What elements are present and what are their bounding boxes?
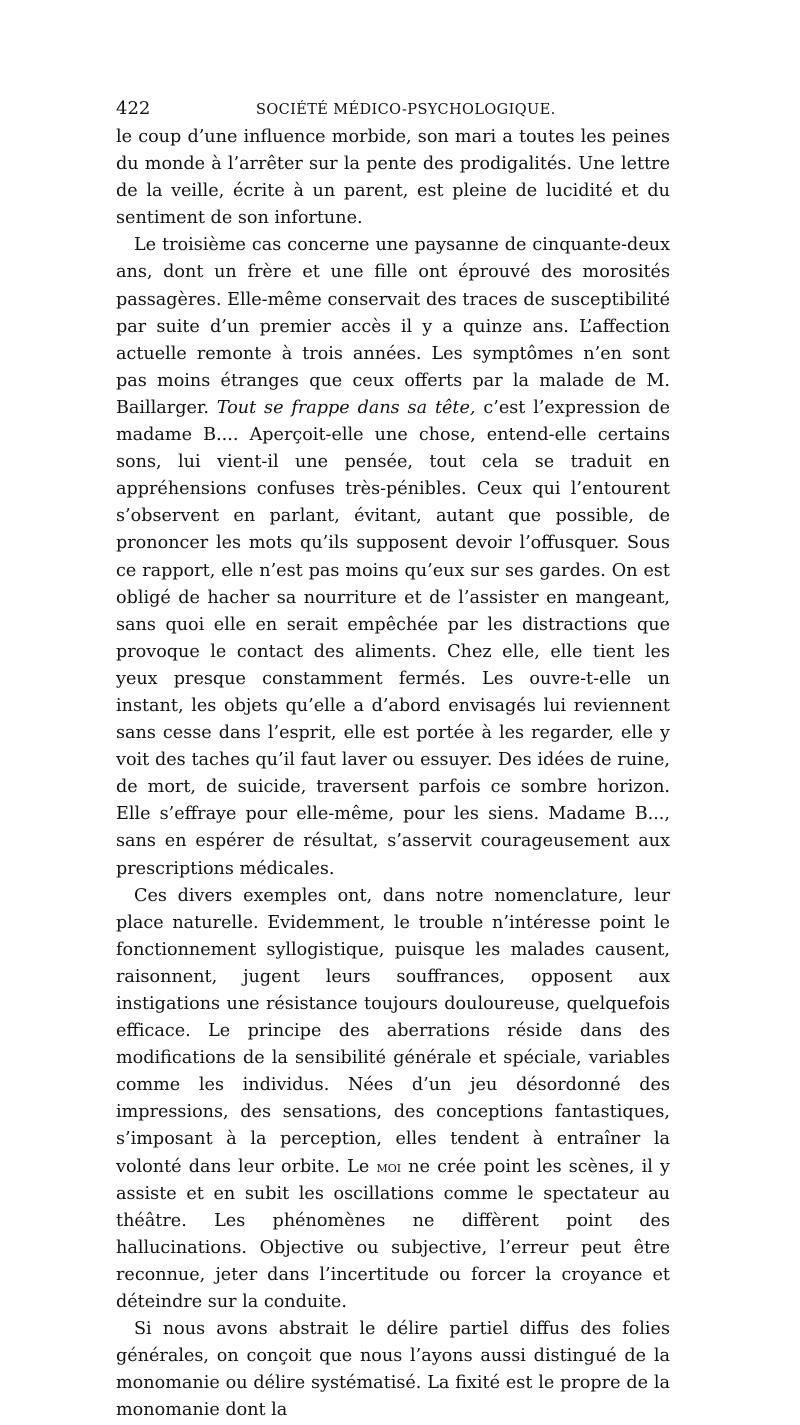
paragraph-4: Si nous avons abstrait le délire partiel diffus des folies générales, on conçoit que nous l’ayons aussi distingué de la monomanie ou délire systématisé. La fixité est le propre de la monomanie dont la bbox=[116, 1319, 670, 1421]
running-title: SOCIÉTÉ MÉDICO-PSYCHOLOGIQUE. bbox=[256, 102, 556, 118]
book-page bbox=[116, 98, 670, 1425]
paragraph-2 bbox=[116, 232, 670, 882]
paragraph-2-part-b: c’est l’expression de madame B.... Aperçoit-elle une chose, entend-elle certains sons, lui vient-il une pensée, tout cela se traduit en appréhensions confuses très-pénibles. Ceux qui l’entourent s’observent en parlant, évitant, autant que possible, de prononcer les mots qu’ils supposent devoir l’offusquer. Sous ce rapport, elle n’est pas moins qu’eux sur ses gardes. On est obligé de hacher sa nourriture et de l’assister en mangeant, sans quoi elle en serait empêchée par les distractions que provoque le contact des aliments. Chez elle, elle tient les yeux presque constamment fermés. Les ouvre-t-elle un instant, les objets qu’elle a d’abord envisagés lui reviennent sans cesse dans l’esprit, elle est portée à les regarder, elle y voit des taches qu’il faut laver ou essuyer. Des idées de ruine, de mort, de suicide, traversent parfois ce sombre horizon. Elle s’effraye pour elle-même, pour les siens. Madame B..., sans en espérer de résultat, s’asservit courageusement aux prescriptions médicales. bbox=[116, 397, 670, 879]
paragraph-3-part-b: ne crée point les scènes, il y assiste et en subit les oscillations comme le spectateur au théâtre. Les phénomènes ne diffèrent point des hallucinations. Objective ou subjective, l’erreur peut être reconnue, jeter dans l’incertitude ou forcer la croyance et déteindre sur la conduite. bbox=[116, 1156, 670, 1313]
running-header bbox=[116, 98, 670, 124]
paragraph-3-small-caps: moi bbox=[376, 1157, 402, 1176]
paragraph-2-part-a: Le troisième cas concerne une paysanne de cinquante-deux ans, dont un frère et une fille ont éprouvé des morosités passagères. Elle-même conservait des traces de susceptibilité par suite d’un premier accès il y a quinze ans. L’affection actuelle remonte à trois années. Les symptômes n’en sont pas moins étranges que ceux offerts par la malade de M. Baillarger. bbox=[116, 235, 670, 418]
paragraph-1: le coup d’une influence morbide, son mari a toutes les peines du monde à l’arrêter sur la pente des prodigalités. Une lettre de la veille, écrite à un parent, est pleine de lucidité et du sentiment de son infortune. bbox=[116, 127, 670, 229]
paragraph-3-part-a: Ces divers exemples ont, dans notre nomenclature, leur place naturelle. Evidemment, le trouble n’intéresse point le fonctionnement syllogistique, puisque les malades causent, raisonnent, jugent leurs souffrances, opposent aux instigations une résistance toujours douloureuse, quelquefois efficace. Le principe des aberrations réside dans des modifications de la sensibilité générale et spéciale, variables comme les individus. Nées d’un jeu désordonné des impressions, des sensations, des conceptions fantastiques, s’imposant à la perception, elles tendent à entraîner la volonté dans leur orbite. Le bbox=[116, 885, 670, 1177]
paragraph-2-italic-quote: Tout se frappe dans sa tête, bbox=[216, 397, 476, 418]
body-text bbox=[116, 124, 670, 1425]
paragraph-3 bbox=[116, 883, 670, 1317]
page-number: 422 bbox=[116, 98, 151, 119]
